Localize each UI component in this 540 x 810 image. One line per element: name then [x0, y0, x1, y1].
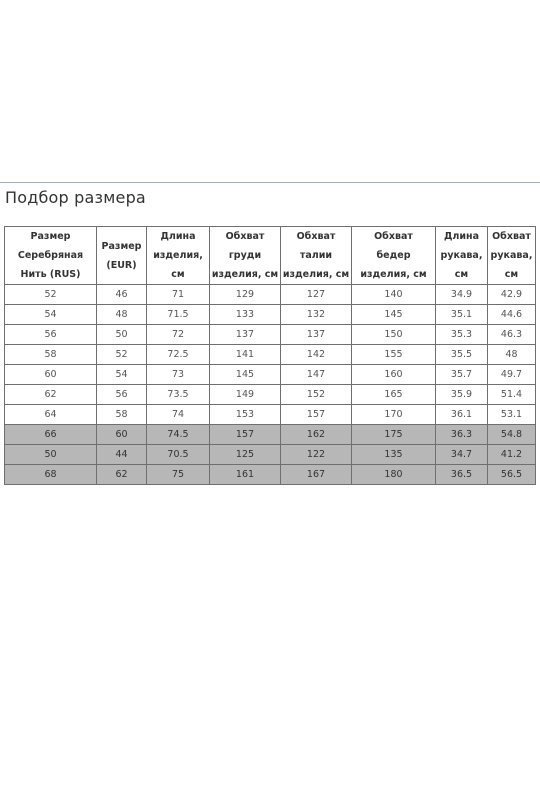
- header-text-line: Размер: [30, 231, 71, 242]
- table-cell: 155: [352, 345, 436, 365]
- table-cell: 162: [281, 425, 352, 445]
- table-cell: 52: [5, 285, 97, 305]
- table-cell: 145: [352, 305, 436, 325]
- table-cell: 35.9: [436, 385, 488, 405]
- table-body: [5, 285, 536, 485]
- table-cell: 35.5: [436, 345, 488, 365]
- table-cell: 74: [147, 405, 210, 425]
- table-cell: 149: [210, 385, 281, 405]
- header-text-line: см: [454, 269, 469, 280]
- table-row: [5, 285, 536, 305]
- header-text-line: талии: [299, 250, 333, 261]
- table-cell: 66: [5, 425, 97, 445]
- size-chart-table: [4, 226, 536, 485]
- table-cell: 75: [147, 465, 210, 485]
- header-text-line: Обхват: [492, 231, 531, 242]
- table-cell: 36.5: [436, 465, 488, 485]
- table-cell: 72.5: [147, 345, 210, 365]
- header-text-line: Обхват: [374, 231, 413, 242]
- table-cell: 46: [97, 285, 147, 305]
- table-cell: 56: [5, 325, 97, 345]
- table-cell: 165: [352, 385, 436, 405]
- table-cell: 147: [281, 365, 352, 385]
- table-header-row: [5, 227, 536, 285]
- header-text-line: Длина: [160, 231, 196, 242]
- waist-girth-header: [281, 227, 352, 285]
- table-cell: 161: [210, 465, 281, 485]
- table-cell: 64: [5, 405, 97, 425]
- table-cell: 167: [281, 465, 352, 485]
- table-cell: 56.5: [488, 465, 536, 485]
- table-cell: 73: [147, 365, 210, 385]
- table-cell: 62: [97, 465, 147, 485]
- table-cell: 135: [352, 445, 436, 465]
- header-text-line: Обхват: [296, 231, 336, 242]
- table-cell: 54: [97, 365, 147, 385]
- size-eur-header: [97, 227, 147, 285]
- table-cell: 51.4: [488, 385, 536, 405]
- table-cell: 49.7: [488, 365, 536, 385]
- header-text-line: Обхват: [225, 231, 265, 242]
- header-text-line: Длина: [443, 231, 480, 242]
- table-cell: 70.5: [147, 445, 210, 465]
- table-cell: 152: [281, 385, 352, 405]
- header-text-line: груди: [228, 250, 262, 261]
- table-cell: 71: [147, 285, 210, 305]
- garment-length-header: [147, 227, 210, 285]
- table-row: [5, 325, 536, 345]
- header-text-line: см: [504, 269, 519, 280]
- table-cell: 60: [5, 365, 97, 385]
- table-cell: 35.3: [436, 325, 488, 345]
- table-cell: 175: [352, 425, 436, 445]
- table-cell: 58: [5, 345, 97, 365]
- table-cell: 71.5: [147, 305, 210, 325]
- table-cell: 74.5: [147, 425, 210, 445]
- table-cell: 122: [281, 445, 352, 465]
- table-cell: 50: [5, 445, 97, 465]
- table-cell: 48: [97, 305, 147, 325]
- table-cell: 153: [210, 405, 281, 425]
- table-cell: 129: [210, 285, 281, 305]
- page-title: Подбор размера: [5, 188, 146, 207]
- table-cell: 127: [281, 285, 352, 305]
- table-cell: 150: [352, 325, 436, 345]
- table-cell: 34.7: [436, 445, 488, 465]
- table-cell: 54.8: [488, 425, 536, 445]
- table-cell: 68: [5, 465, 97, 485]
- table-cell: 157: [281, 405, 352, 425]
- table-row: [5, 385, 536, 405]
- table-row-highlighted: [5, 445, 536, 465]
- table-cell: 60: [97, 425, 147, 445]
- table-cell: 62: [5, 385, 97, 405]
- table-cell: 137: [281, 325, 352, 345]
- header-text-line: Нить (RUS): [20, 269, 81, 280]
- table-cell: 53.1: [488, 405, 536, 425]
- table-cell: 125: [210, 445, 281, 465]
- table-row: [5, 365, 536, 385]
- table-row: [5, 405, 536, 425]
- table-cell: 157: [210, 425, 281, 445]
- table-cell: 145: [210, 365, 281, 385]
- table-cell: 58: [97, 405, 147, 425]
- header-text-line: Размер: [101, 240, 142, 252]
- table-cell: 34.9: [436, 285, 488, 305]
- header-text-line: Серебряная: [17, 250, 84, 261]
- table-cell: 41.2: [488, 445, 536, 465]
- table-cell: 42.9: [488, 285, 536, 305]
- section-divider: [0, 182, 540, 183]
- table-cell: 44.6: [488, 305, 536, 325]
- table-cell: 56: [97, 385, 147, 405]
- table-cell: 170: [352, 405, 436, 425]
- table-cell: 54: [5, 305, 97, 325]
- chest-girth-header: [210, 227, 281, 285]
- table-cell: 140: [352, 285, 436, 305]
- table-cell: 133: [210, 305, 281, 325]
- table-cell: 46.3: [488, 325, 536, 345]
- table-cell: 73.5: [147, 385, 210, 405]
- table-cell: 44: [97, 445, 147, 465]
- size-rus-header: [5, 227, 97, 285]
- table-cell: 160: [352, 365, 436, 385]
- table-cell: 36.1: [436, 405, 488, 425]
- table-cell: 72: [147, 325, 210, 345]
- table-cell: 50: [97, 325, 147, 345]
- table-row-highlighted: [5, 425, 536, 445]
- table-cell: 180: [352, 465, 436, 485]
- table-cell: 52: [97, 345, 147, 365]
- table-cell: 142: [281, 345, 352, 365]
- header-text-line: изделия, см: [211, 269, 279, 280]
- table-row-highlighted: [5, 465, 536, 485]
- header-text-line: бедер: [376, 250, 411, 261]
- table-cell: 48: [488, 345, 536, 365]
- table-cell: 35.7: [436, 365, 488, 385]
- header-text-line: изделия, см: [282, 269, 350, 280]
- hip-girth-header: [352, 227, 436, 285]
- header-text-line: изделия, см: [360, 269, 427, 280]
- table-row: [5, 305, 536, 325]
- header-text-line: (EUR): [106, 259, 137, 271]
- header-text-line: рукава,: [490, 250, 533, 261]
- table-cell: 132: [281, 305, 352, 325]
- header-text-line: изделия,: [153, 250, 203, 261]
- header-text-line: см: [171, 269, 185, 280]
- table-cell: 141: [210, 345, 281, 365]
- sleeve-girth-header: [488, 227, 536, 285]
- table-cell: 36.3: [436, 425, 488, 445]
- table-row: [5, 345, 536, 365]
- header-text-line: рукава,: [440, 250, 483, 261]
- table-cell: 137: [210, 325, 281, 345]
- sleeve-length-header: [436, 227, 488, 285]
- table-cell: 35.1: [436, 305, 488, 325]
